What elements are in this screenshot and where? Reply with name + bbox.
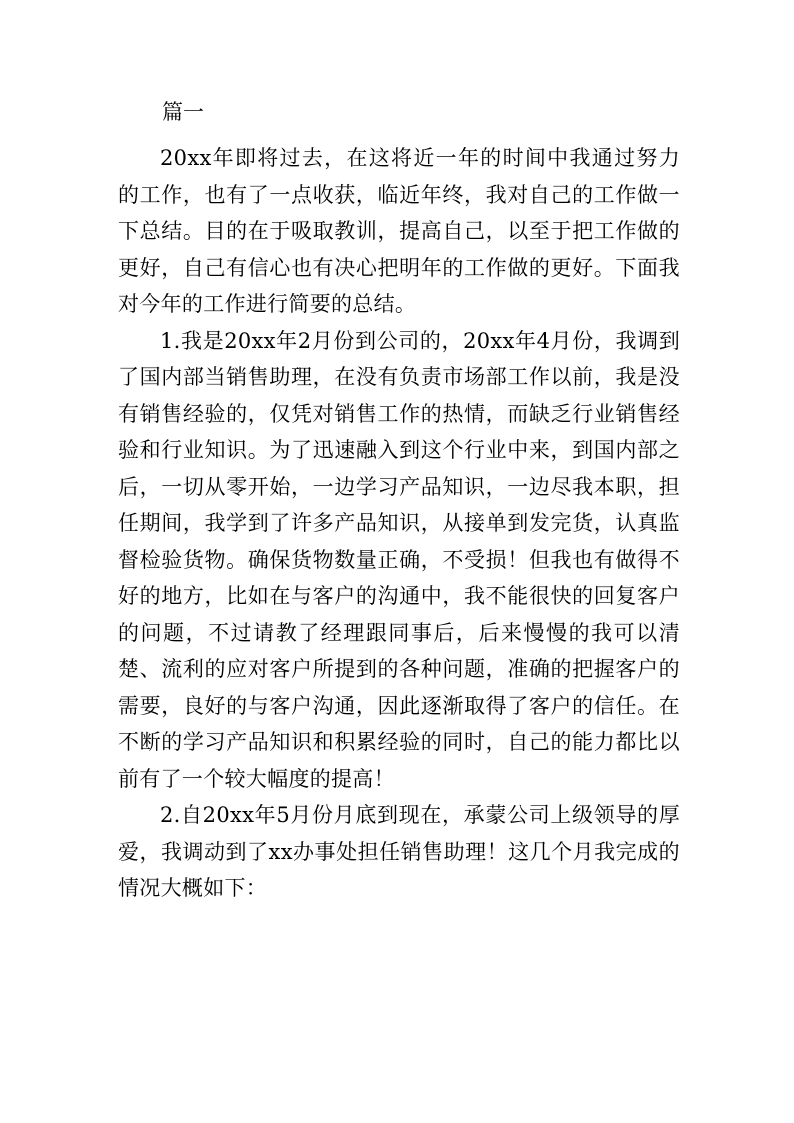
paragraph-intro: 20xx年即将过去，在这将近一年的时间中我通过努力的工作，也有了一点收获，临近年终，我对自己的工作做一下总结。目的在于吸取教训，提高自己，以至于把工作做的更好，自己有信心也有决心把明年的工作做的更好。下面我对今年的工作进行简要的总结。 (118, 146, 680, 316)
section-heading: 篇一 (162, 100, 204, 124)
document-body (118, 140, 680, 907)
paragraph-item-1: 1.我是20xx年2月份到公司的，20xx年4月份，我调到了国内部当销售助理，在没有负责市场部工作以前，我是没有销售经验的，仅凭对销售工作的热情，而缺乏行业销售经验和行业知识。为了迅速融入到这个行业中来，到国内部之后，一切从零开始，一边学习产品知识，一边尽我本职，担任期间，我学到了许多产品知识，从接单到发完货，认真监督检验货物。确保货物数量正确，不受损！但我也有做得不好的地方，比如在与客户的沟通中，我不能很快的回复客户的问题，不过请教了经理跟同事后，后来慢慢的我可以清楚、流利的应对客户所提到的各种问题，准确的把握客户的需要，良好的与客户沟通，因此逐渐取得了客户的信任。在不断的学习产品知识和积累经验的同时，自己的能力都比以前有了一个较大幅度的提高！ (118, 328, 680, 791)
paragraph-item-2: 2.自20xx年5月份月底到现在，承蒙公司上级领导的厚爱，我调动到了xx办事处担任销售助理！这几个月我完成的情况大概如下： (118, 803, 680, 900)
